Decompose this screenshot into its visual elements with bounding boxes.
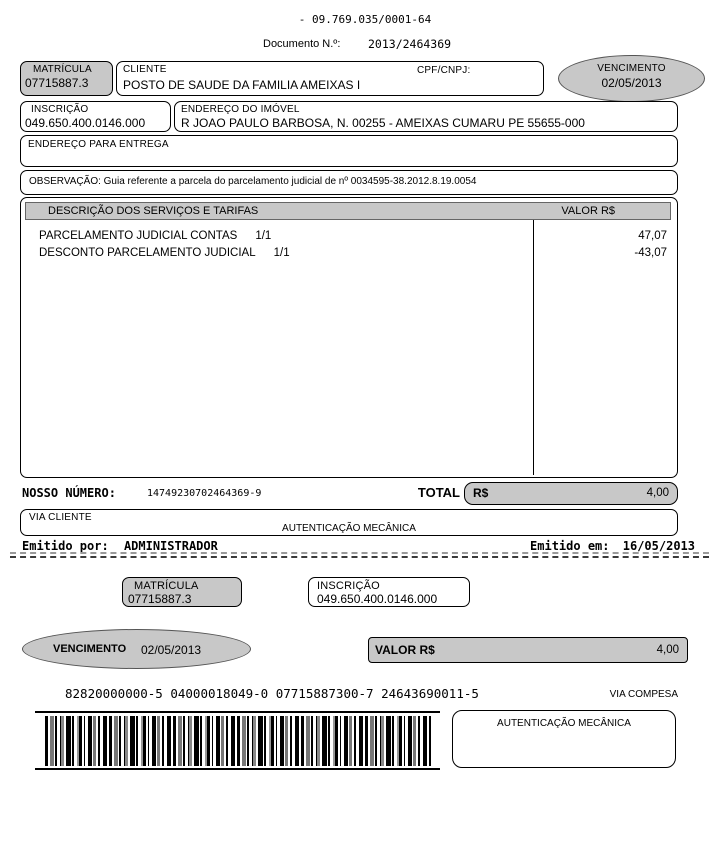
stub-matricula-value: 07715887.3 (128, 592, 192, 606)
matricula-value: 07715887.3 (25, 76, 89, 90)
cliente-label: CLIENTE (123, 64, 167, 75)
inscricao-label: INSCRIÇÃO (31, 104, 89, 115)
emitido-por (22, 539, 218, 553)
cliente-value: POSTO DE SAUDE DA FAMILIA AMEIXAS I (123, 78, 361, 92)
matricula-box (20, 61, 113, 96)
inscricao-box (20, 101, 171, 132)
endereco-entrega-box (20, 135, 678, 167)
barcode-top-rule (35, 711, 440, 713)
table-row (39, 230, 271, 242)
services-valor-header: VALOR R$ (561, 205, 615, 217)
vencimento-label: VENCIMENTO (597, 63, 666, 74)
stub-autenticacao-box (452, 710, 676, 768)
total-value: 4,00 (646, 487, 669, 499)
stub-valor-value: 4,00 (656, 644, 679, 656)
emitido-em-label: Emitido em: (530, 539, 610, 553)
stub-inscricao-label: INSCRIÇÃO (317, 580, 380, 592)
stub-matricula-label: MATRÍCULA (134, 580, 199, 592)
cliente-box (116, 61, 544, 96)
inscricao-value: 049.650.400.0146.000 (25, 116, 146, 130)
dashed-separator (10, 556, 709, 558)
nosso-numero-value: 14749230702464369-9 (147, 488, 262, 499)
via-compesa-label: VIA COMPESA (609, 689, 678, 700)
documento-number-value: 2013/2464369 (368, 37, 452, 51)
service-value: -43,07 (634, 247, 667, 259)
stub-autenticacao-label: AUTENTICAÇÃO MECÂNICA (497, 718, 631, 729)
via-cliente-label: VIA CLIENTE (29, 512, 92, 523)
dashed-separator (10, 552, 709, 554)
total-currency: R$ (473, 486, 489, 500)
autenticacao-mecanica-label: AUTENTICAÇÃO MECÂNICA (282, 523, 416, 534)
service-value: 47,07 (638, 230, 667, 242)
documento-number-label: Documento N.º: (263, 38, 341, 50)
stub-vencimento-label: VENCIMENTO (53, 643, 127, 655)
total-box (464, 482, 678, 505)
service-desc: DESCONTO PARCELAMENTO JUDICIAL (39, 247, 256, 259)
endereco-imovel-value: R JOAO PAULO BARBOSA, N. 00255 - AMEIXAS CUMARU PE 55655-000 (181, 116, 585, 130)
service-desc: PARCELAMENTO JUDICIAL CONTAS (39, 230, 238, 242)
cpf-cnpj-label: CPF/CNPJ: (417, 65, 471, 76)
services-table (20, 197, 678, 478)
emitido-por-value: ADMINISTRADOR (123, 539, 218, 553)
services-desc-header: DESCRIÇÃO DOS SERVIÇOS E TARIFAS (48, 205, 259, 217)
endereco-imovel-label: ENDEREÇO DO IMÓVEL (181, 104, 300, 115)
endereco-imovel-box (174, 101, 678, 132)
barcode (45, 716, 431, 766)
observacao-box (20, 170, 678, 195)
total-label: TOTAL (417, 485, 460, 500)
service-qty: 1/1 (273, 247, 290, 259)
company-cnpj-line: - 09.769.035/0001-64 (298, 13, 432, 26)
emitido-em-value: 16/05/2013 (622, 539, 695, 553)
stub-matricula-box (122, 577, 242, 607)
stub-inscricao-box (308, 577, 470, 607)
service-qty: 1/1 (255, 230, 272, 242)
barcode-digits: 82820000000-5 04000018049-0 07715887300-7 24643690011-5 (65, 686, 479, 701)
stub-vencimento-ellipse (22, 629, 251, 669)
stub-inscricao-value: 049.650.400.0146.000 (317, 592, 438, 606)
emitido-em (470, 539, 695, 553)
table-column-divider (533, 220, 534, 475)
observacao-text: OBSERVAÇÃO: Guia referente a parcela do parcelamento judicial de nº 0034595-38.2012.8.19.0054 (29, 176, 477, 187)
matricula-label: MATRÍCULA (33, 64, 92, 75)
barcode-bottom-rule (35, 768, 440, 770)
services-table-header (25, 202, 671, 220)
table-row (39, 247, 290, 259)
via-cliente-box (20, 509, 678, 536)
stub-valor-label: VALOR R$ (375, 643, 435, 657)
endereco-entrega-label: ENDEREÇO PARA ENTREGA (28, 139, 169, 150)
vencimento-ellipse (558, 55, 705, 102)
stub-vencimento-value: 02/05/2013 (141, 643, 202, 657)
nosso-numero-label: NOSSO NÚMERO: (22, 486, 116, 500)
vencimento-value: 02/05/2013 (601, 76, 662, 90)
emitido-por-label: Emitido por: (22, 539, 109, 553)
stub-valor-box (368, 637, 688, 663)
